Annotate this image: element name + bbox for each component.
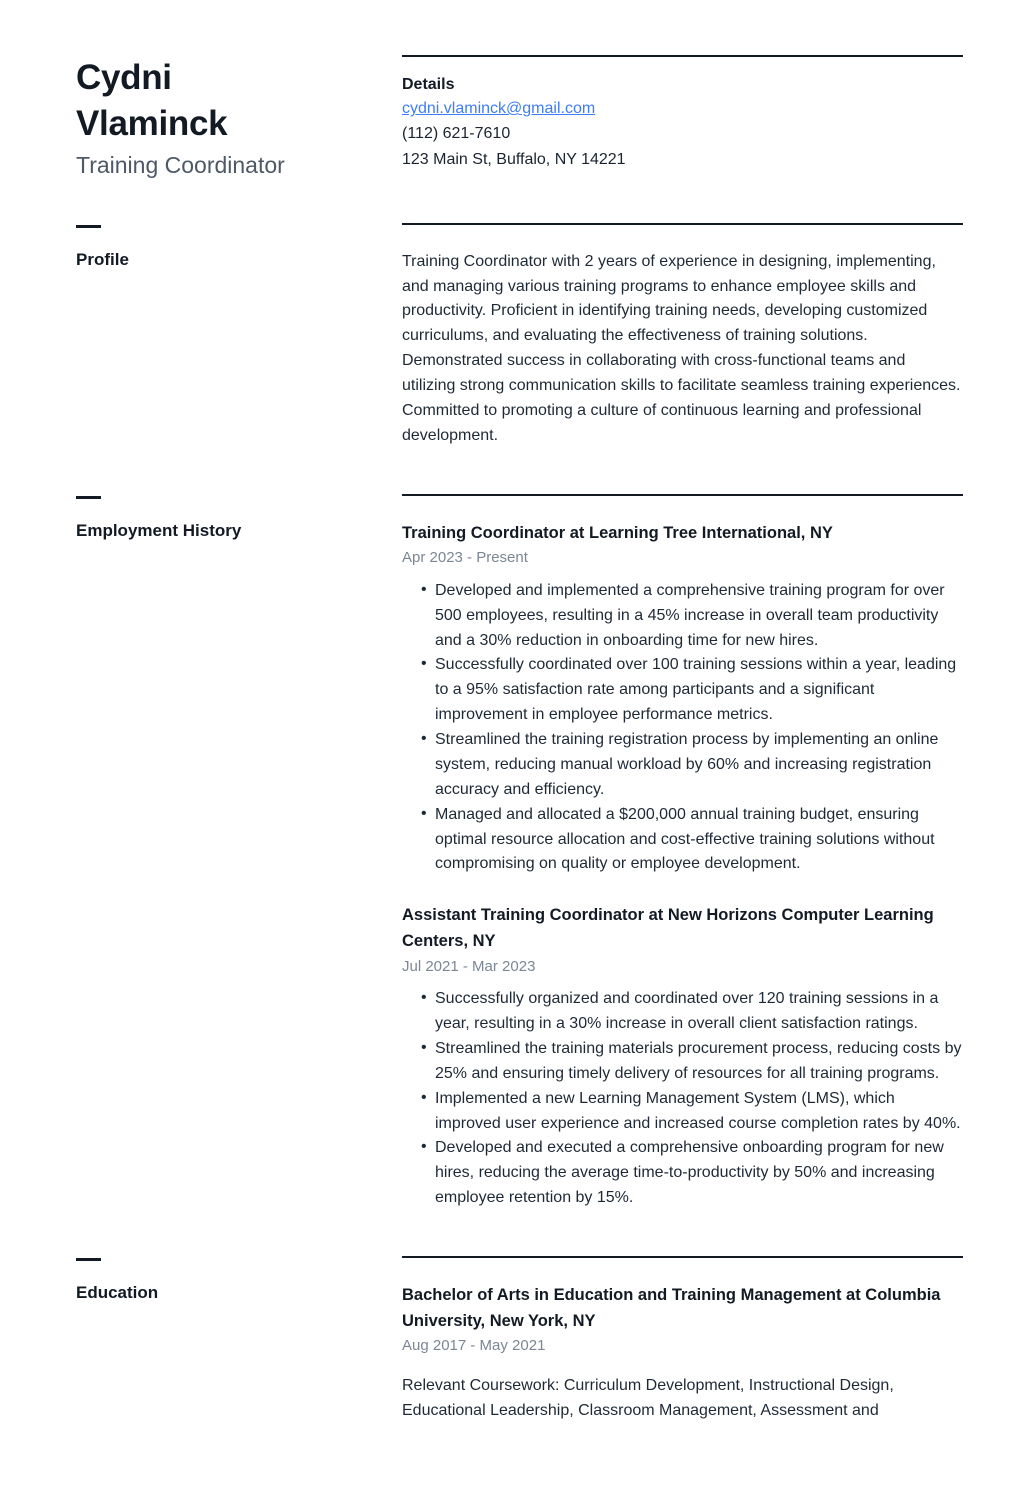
employment-entry bbox=[402, 903, 963, 1211]
profile-content bbox=[402, 223, 963, 449]
list-item: • Streamlined the training materials procurement process, reducing costs by 25% and ensuring timely delivery of resources for all training programs. bbox=[402, 1037, 963, 1087]
profile-section bbox=[76, 223, 963, 449]
employment-entries bbox=[402, 496, 963, 1211]
education-entry-title: Bachelor of Arts in Education and Training Management at Columbia University, New York, NY bbox=[402, 1286, 941, 1330]
list-item: • Streamlined the training registration process by implementing an online system, reducing manual workload by 60% and increasing registration accuracy and efficiency. bbox=[402, 728, 963, 803]
list-item: • Implemented a new Learning Management System (LMS), which improved user experience and increased course completion rates by 40%. bbox=[402, 1087, 963, 1137]
phone-text: (112) 621-7610 bbox=[402, 125, 511, 143]
list-item: • Successfully organized and coordinated over 120 training sessions in a year, resulting in a 30% increase in overall client satisfaction ratings. bbox=[402, 987, 963, 1037]
employment-content bbox=[402, 494, 963, 1211]
employment-section bbox=[76, 494, 963, 1211]
dash-icon bbox=[76, 1258, 101, 1261]
employment-entry-title: Assistant Training Coordinator at New Horizons Computer Learning Centers, NY bbox=[402, 906, 934, 950]
list-item: • Managed and allocated a $200,000 annual training budget, ensuring optimal resource allocation and cost-effective training solutions without compromising on quality or employee development. bbox=[402, 803, 963, 878]
list-item: • Successfully coordinated over 100 training sessions within a year, leading to a 95% satisfaction rate among participants and a significant improvement in employee performance metrics. bbox=[402, 653, 963, 728]
employment-entry-title: Training Coordinator at Learning Tree International, NY bbox=[402, 523, 833, 542]
education-side-head bbox=[76, 1256, 382, 1304]
list-item: • Developed and implemented a comprehensive training program for over 500 employees, resulting in a 45% increase in overall team productivity and a 30% reduction in onboarding time for new hires. bbox=[402, 579, 963, 654]
employment-entry-date: Apr 2023 - Present bbox=[402, 549, 528, 567]
candidate-last-name: Vlaminck bbox=[76, 103, 228, 143]
education-entry-date: Aug 2017 - May 2021 bbox=[402, 1337, 546, 1355]
education-entries bbox=[402, 1258, 963, 1424]
employment-entry-bullets bbox=[402, 579, 963, 878]
candidate-job-title: Training Coordinator bbox=[76, 152, 285, 178]
details-heading: Details bbox=[402, 76, 455, 93]
employment-sidebar bbox=[76, 494, 402, 1211]
education-content bbox=[402, 1256, 963, 1424]
employment-entry-date: Jul 2021 - Mar 2023 bbox=[402, 957, 536, 975]
education-sidebar bbox=[76, 1256, 402, 1424]
profile-sidebar bbox=[76, 223, 402, 449]
resume-page bbox=[0, 55, 1024, 1502]
education-entry bbox=[402, 1283, 963, 1424]
dash-icon bbox=[76, 225, 101, 228]
employment-heading: Employment History bbox=[76, 520, 242, 540]
profile-body-wrap bbox=[402, 225, 963, 449]
email-link[interactable]: cydni.vlaminck@gmail.com bbox=[402, 100, 596, 118]
education-heading: Education bbox=[76, 1283, 159, 1302]
dash-icon bbox=[76, 496, 101, 499]
employment-entry-bullets bbox=[402, 987, 963, 1211]
details-divider bbox=[402, 55, 963, 57]
details-section bbox=[402, 55, 963, 182]
list-item: • Developed and executed a comprehensive onboarding program for new hires, reducing the average time-to-productivity by 50% and increasing employee retention by 15%. bbox=[402, 1136, 963, 1211]
profile-side-head bbox=[76, 223, 382, 271]
address-text: 123 Main St, Buffalo, NY 14221 bbox=[402, 150, 626, 168]
details-email-row bbox=[402, 96, 963, 121]
profile-text: Training Coordinator with 2 years of experience in designing, implementing, and managing various training programs to enhance employee skills and productivity. Proficient in identifying training needs, developing customized curriculums, and evaluating the effectiveness of training solutions. Demonstrated success in collaborating with cross-functional teams and utilizing strong communication skills to facilitate seamless training experiences. Committed to promoting a culture of continuous learning and professional development. bbox=[402, 252, 961, 444]
education-section bbox=[76, 1256, 963, 1424]
education-entry-note: Relevant Coursework: Curriculum Development, Instructional Design, Educational Leadership, Classroom Management, Assessment and bbox=[402, 1376, 894, 1419]
employment-entry bbox=[402, 521, 963, 878]
header-section bbox=[76, 55, 963, 182]
candidate-first-name: Cydni bbox=[76, 58, 172, 97]
header-identity bbox=[76, 55, 402, 182]
employment-side-head bbox=[76, 494, 382, 542]
profile-heading: Profile bbox=[76, 249, 129, 269]
